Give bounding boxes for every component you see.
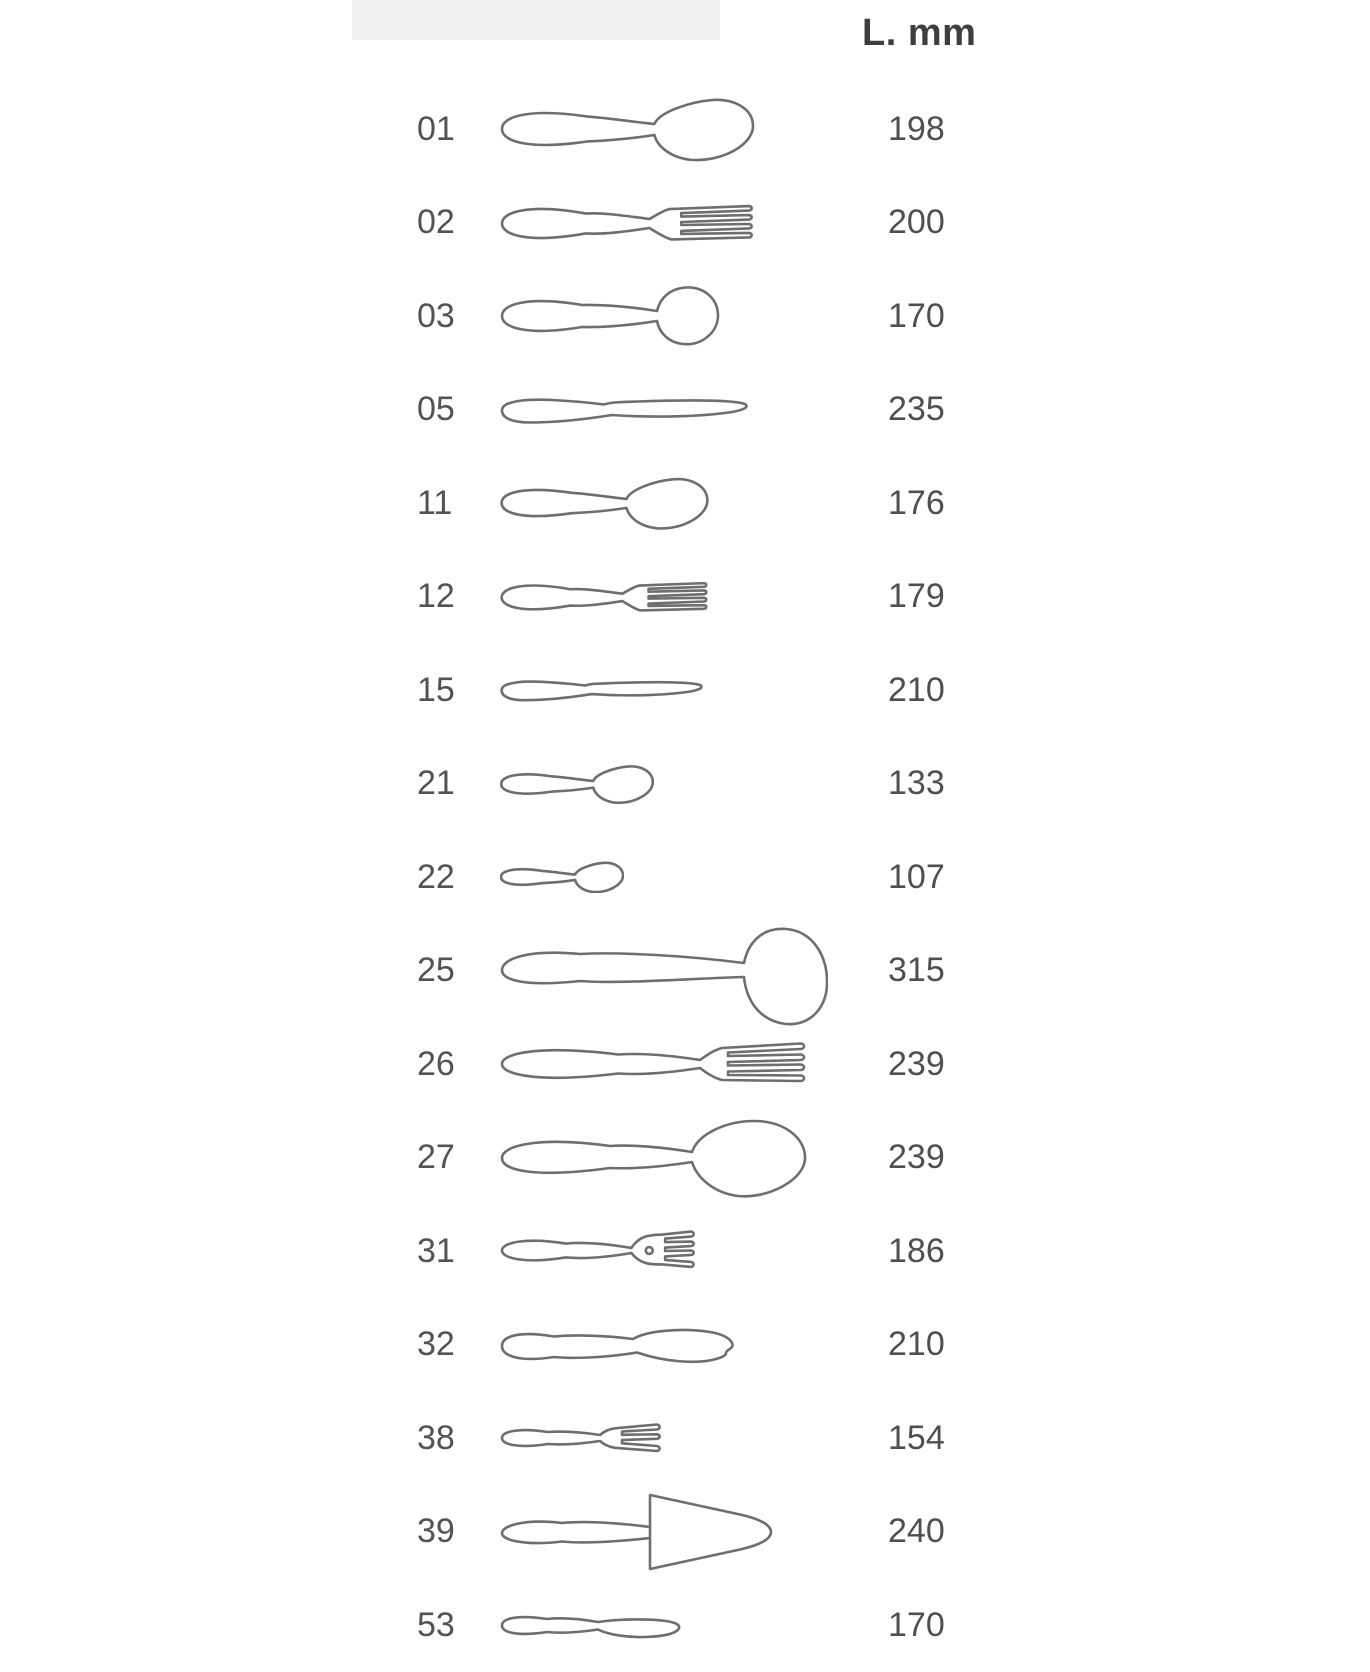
cutlery-row: [0, 1017, 1370, 1111]
serving-spoon-icon: [500, 1116, 808, 1200]
table-knife-icon: [500, 392, 752, 428]
item-code: 21: [417, 764, 455, 802]
item-length-mm: 239: [888, 1044, 945, 1083]
cutlery-row: [0, 643, 1370, 737]
length-column-header: L. mm: [862, 12, 977, 54]
item-code: 03: [417, 296, 455, 335]
cutlery-row: [0, 1391, 1370, 1485]
table-spoon-icon: [500, 96, 755, 162]
item-code: 27: [417, 1138, 455, 1176]
cutlery-row: [0, 456, 1370, 550]
cutlery-row: [0, 550, 1370, 644]
cutlery-row: [0, 1111, 1370, 1205]
item-code: 01: [417, 109, 455, 148]
scan-artifact-band: [352, 0, 720, 40]
item-code: 26: [417, 1044, 455, 1083]
item-length-mm: 170: [888, 1605, 945, 1644]
table-fork-icon: [500, 201, 755, 245]
item-code: 38: [417, 1418, 455, 1457]
item-length-mm: 133: [888, 764, 945, 802]
coffee-spoon-icon: [500, 764, 654, 804]
item-code: 11: [417, 483, 453, 522]
cutlery-row: [0, 1485, 1370, 1579]
item-length-mm: 179: [888, 577, 945, 615]
item-code: 25: [417, 951, 455, 989]
item-length-mm: 170: [888, 296, 945, 335]
fish-knife-icon: [500, 1322, 737, 1368]
item-length-mm: 200: [888, 203, 945, 241]
cutlery-row: [0, 1204, 1370, 1298]
item-code: 32: [417, 1325, 455, 1363]
dessert-spoon-icon: [500, 476, 709, 530]
item-code: 31: [417, 1231, 455, 1270]
item-code: 12: [417, 577, 455, 615]
item-code: 15: [417, 670, 455, 709]
butter-spreader-icon: [500, 1609, 683, 1641]
item-length-mm: 315: [888, 951, 945, 989]
item-length-mm: 210: [888, 670, 945, 709]
cutlery-row: [0, 737, 1370, 831]
item-length-mm: 239: [888, 1138, 945, 1176]
cutlery-row: [0, 82, 1370, 176]
item-length-mm: 186: [888, 1231, 945, 1270]
item-length-mm: 107: [888, 857, 945, 896]
cocktail-fork-icon: [500, 1420, 662, 1456]
item-code: 22: [417, 857, 455, 896]
mocha-spoon-icon: [500, 861, 624, 893]
cutlery-row: [0, 1578, 1370, 1672]
cutlery-row: [0, 830, 1370, 924]
item-length-mm: 240: [888, 1512, 945, 1550]
item-length-mm: 198: [888, 109, 945, 148]
cake-server-icon: [500, 1492, 780, 1572]
item-length-mm: 210: [888, 1325, 945, 1363]
item-code: 39: [417, 1512, 455, 1550]
cutlery-row: [0, 363, 1370, 457]
item-length-mm: 154: [888, 1418, 945, 1457]
ladle-icon: [500, 923, 828, 1027]
round-bowl-spoon-icon: [500, 285, 720, 347]
pastry-fork-icon: [500, 1228, 697, 1274]
cutlery-row: [0, 269, 1370, 363]
item-code: 02: [417, 203, 455, 241]
serving-fork-icon: [500, 1039, 808, 1089]
dessert-fork-icon: [500, 579, 709, 615]
cutlery-row: [0, 924, 1370, 1018]
item-length-mm: 235: [888, 390, 945, 428]
cutlery-row: [0, 176, 1370, 270]
cutlery-row: [0, 1298, 1370, 1392]
dessert-knife-icon: [500, 675, 706, 705]
item-length-mm: 176: [888, 483, 945, 522]
item-code: 05: [417, 390, 455, 428]
item-code: 53: [417, 1605, 455, 1644]
